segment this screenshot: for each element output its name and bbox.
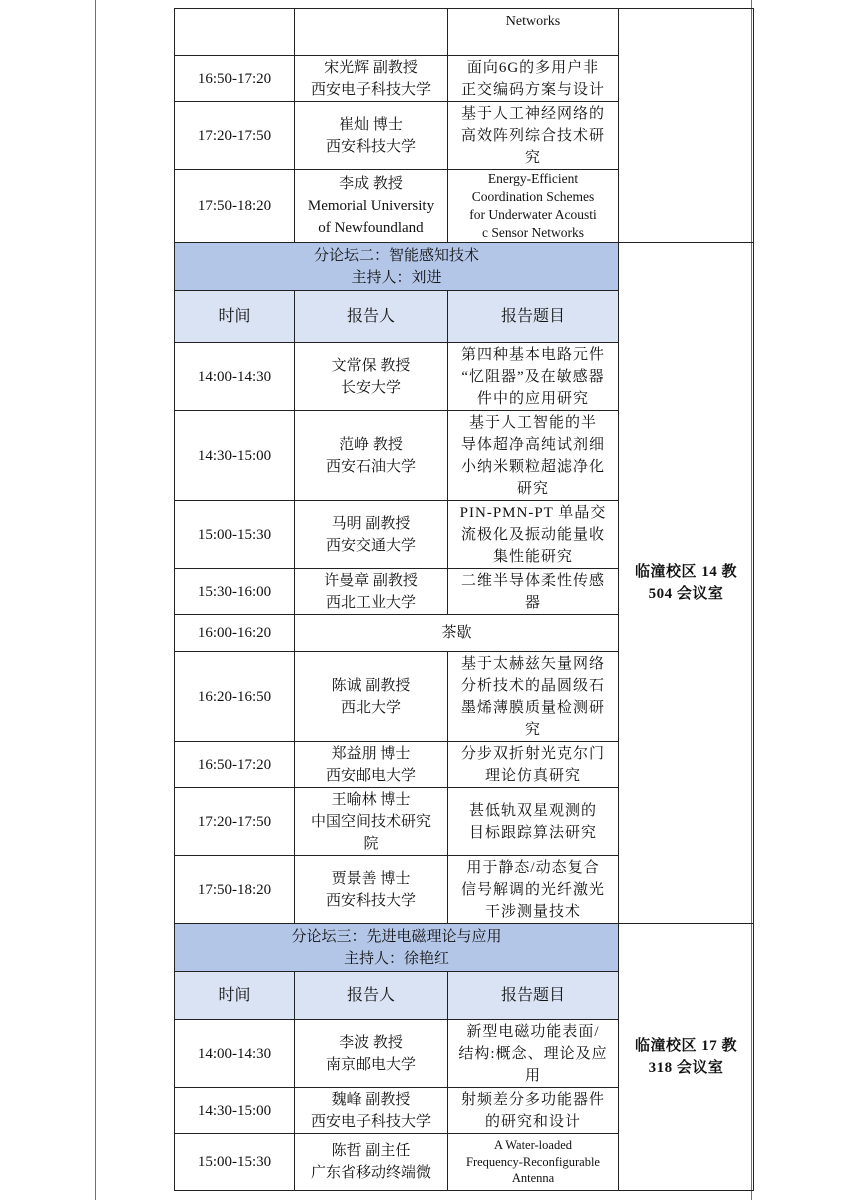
- speaker-cell-line: 王喻林 博士: [331, 791, 411, 808]
- speaker-cell-line: 长安大学: [340, 379, 401, 396]
- speaker-cell-line: 陈哲 副主任: [331, 1143, 411, 1159]
- title-cell-line: 小纳米颗粒超滤净化: [460, 458, 605, 475]
- title-cell: [448, 1088, 619, 1134]
- speaker-cell-line: Memorial University: [307, 198, 435, 214]
- speaker-cell-line: 范峥 教授: [339, 436, 403, 453]
- time-cell: 17:20-17:50: [175, 102, 295, 170]
- speaker-cell-line: 西安电子科技大学: [310, 81, 431, 98]
- venue-cell: [619, 924, 754, 1191]
- speaker-cell-line: 李成 教授: [339, 176, 403, 192]
- speaker-cell-line: of Newfoundland: [318, 220, 424, 236]
- title-cell: [448, 9, 619, 56]
- speaker-cell-line: 魏峰 副教授: [331, 1091, 411, 1108]
- speaker-cell: [295, 170, 448, 243]
- speaker-cell-line: 西北工业大学: [325, 594, 416, 611]
- table-row: [175, 9, 754, 56]
- header-speaker: 报告人: [295, 291, 448, 343]
- time-cell: 17:50-18:20: [175, 170, 295, 243]
- time-cell: 14:30-15:00: [175, 411, 295, 501]
- speaker-cell-line: 西安交通大学: [325, 537, 416, 554]
- header-title: 报告题目: [448, 291, 619, 343]
- title-cell-line: 基于人工神经网络的: [460, 105, 605, 122]
- title-cell-line: 研究: [516, 480, 549, 497]
- speaker-cell-line: 西安科技大学: [325, 892, 416, 909]
- forum-title-block: [175, 243, 619, 291]
- title-cell-line: 的研究和设计: [484, 1113, 581, 1130]
- speaker-cell-line: 西北大学: [340, 699, 401, 716]
- title-cell-line: 第四种基本电路元件: [460, 346, 605, 363]
- speaker-cell: [295, 1088, 448, 1134]
- speaker-cell-line: 许曼章 副教授: [324, 572, 418, 589]
- title-cell-line: 目标跟踪算法研究: [468, 824, 597, 841]
- header-time: 时间: [175, 291, 295, 343]
- time-cell: 17:50-18:20: [175, 856, 295, 924]
- title-cell-line: 用于静态/动态复合: [466, 859, 600, 876]
- title-cell-line: 流极化及振动能量收: [460, 526, 605, 543]
- title-cell: [448, 343, 619, 411]
- title-cell-line: Networks: [505, 14, 561, 29]
- speaker-cell: [295, 56, 448, 102]
- speaker-cell-line: 宋光辉 副教授: [324, 59, 418, 76]
- title-cell-line: 集性能研究: [492, 548, 573, 565]
- speaker-cell: [295, 102, 448, 170]
- title-cell-line: 新型电磁功能表面/: [466, 1023, 600, 1040]
- speaker-cell: [295, 343, 448, 411]
- speaker-cell: [295, 569, 448, 615]
- title-cell-line: 二维半导体柔性传感: [460, 572, 605, 589]
- time-cell: 17:20-17:50: [175, 788, 295, 856]
- speaker-cell-line: 陈诚 副教授: [331, 677, 411, 694]
- speaker-cell-line: 西安科技大学: [325, 138, 416, 155]
- speaker-cell-line: 西安电子科技大学: [310, 1113, 431, 1130]
- title-cell-line: 导体超净高纯试剂细: [460, 436, 605, 453]
- table-row: [175, 924, 754, 972]
- title-cell-line: 信号解调的光纤激光: [460, 881, 605, 898]
- venue-line: 318 会议室: [648, 1060, 724, 1076]
- time-cell: 14:30-15:00: [175, 1088, 295, 1134]
- title-cell-line: 甚低轨双星观测的: [468, 802, 597, 819]
- title-cell-line: Frequency-Reconfigurable: [466, 1154, 600, 1169]
- speaker-cell-line: 中国空间技术研究: [310, 813, 431, 830]
- title-cell-line: Antenna: [511, 1171, 555, 1186]
- title-cell-line: 面向6G的多用户非: [466, 59, 600, 76]
- forum-host: 主持人：刘进: [351, 269, 442, 286]
- title-cell-line: 件中的应用研究: [476, 390, 589, 407]
- title-cell: [448, 102, 619, 170]
- speaker-cell: [295, 501, 448, 569]
- forum-title: 分论坛三：先进电磁理论与应用: [291, 928, 502, 945]
- table-row: [175, 243, 754, 291]
- time-cell: 14:00-14:30: [175, 343, 295, 411]
- title-cell: [448, 569, 619, 615]
- title-cell: [448, 56, 619, 102]
- speaker-cell: [295, 411, 448, 501]
- title-cell-line: 墨烯薄膜质量检测研: [460, 699, 605, 716]
- speaker-cell-line: 郑益朋 博士: [331, 745, 411, 762]
- venue-line: 504 会议室: [648, 586, 724, 602]
- time-cell: 16:50-17:20: [175, 56, 295, 102]
- title-cell-line: Coordination Schemes: [471, 189, 595, 204]
- title-cell-line: 分析技术的晶圆级石: [460, 677, 605, 694]
- forum-title: 分论坛二：智能感知技术: [313, 247, 479, 264]
- title-cell: [448, 652, 619, 742]
- title-cell-line: 究: [524, 721, 541, 738]
- title-cell-line: A Water-loaded: [494, 1138, 572, 1153]
- time-cell: 16:50-17:20: [175, 742, 295, 788]
- title-cell-line: PIN-PMN-PT 单晶交: [459, 504, 607, 521]
- title-cell: [448, 411, 619, 501]
- speaker-cell-line: 南京邮电大学: [325, 1056, 416, 1073]
- speaker-cell: [295, 856, 448, 924]
- venue-cell: [619, 243, 754, 924]
- title-cell: [448, 856, 619, 924]
- title-cell-line: 基于人工智能的半: [468, 414, 597, 431]
- speaker-cell: [295, 652, 448, 742]
- title-cell-line: 理论仿真研究: [484, 767, 581, 784]
- speaker-cell: [295, 788, 448, 856]
- title-cell-line: 器: [524, 594, 541, 611]
- header-speaker: 报告人: [295, 972, 448, 1020]
- title-cell: [448, 1134, 619, 1191]
- venue-line: 临潼校区 17 教: [634, 1038, 737, 1054]
- speaker-cell: [295, 742, 448, 788]
- time-cell: [175, 9, 295, 56]
- header-title: 报告题目: [448, 972, 619, 1020]
- title-cell: [448, 788, 619, 856]
- time-cell: 15:00-15:30: [175, 501, 295, 569]
- speaker-cell-line: 文常保 教授: [331, 357, 411, 374]
- break-cell: 茶歇: [295, 615, 619, 652]
- speaker-cell-line: 院: [363, 835, 379, 852]
- speaker-cell: [295, 1020, 448, 1088]
- header-time: 时间: [175, 972, 295, 1020]
- schedule-table: [174, 8, 754, 1191]
- speaker-cell-line: 崔灿 博士: [339, 116, 403, 133]
- speaker-cell-line: 马明 副教授: [331, 515, 411, 532]
- title-cell-line: 基于太赫兹矢量网络: [460, 655, 605, 672]
- speaker-cell: [295, 9, 448, 56]
- title-cell: [448, 501, 619, 569]
- speaker-cell-line: 贾景善 博士: [331, 870, 411, 887]
- title-cell-line: 结构:概念、理论及应: [458, 1045, 608, 1062]
- title-cell-line: 用: [524, 1067, 541, 1084]
- title-cell-line: 干涉测量技术: [484, 903, 581, 920]
- title-cell: [448, 1020, 619, 1088]
- title-cell-line: 正交编码方案与设计: [460, 81, 605, 98]
- venue-line: 临潼校区 14 教: [634, 564, 737, 580]
- time-cell: 16:00-16:20: [175, 615, 295, 652]
- speaker-cell-line: 广东省移动终端微: [310, 1165, 431, 1181]
- time-cell: 14:00-14:30: [175, 1020, 295, 1088]
- time-cell: 16:20-16:50: [175, 652, 295, 742]
- speaker-cell: [295, 1134, 448, 1191]
- title-cell-line: 射频差分多功能器件: [460, 1091, 605, 1108]
- title-cell-line: 究: [524, 149, 541, 166]
- title-cell-line: c Sensor Networks: [482, 225, 584, 240]
- title-cell-line: 高效阵列综合技术研: [460, 127, 605, 144]
- forum-host: 主持人：徐艳红: [343, 950, 449, 967]
- time-cell: 15:30-16:00: [175, 569, 295, 615]
- speaker-cell-line: 西安邮电大学: [325, 767, 416, 784]
- speaker-cell-line: 西安石油大学: [325, 458, 416, 475]
- title-cell-line: Energy-Efficient: [487, 171, 579, 186]
- title-cell-line: 分步双折射光克尔门: [460, 745, 605, 762]
- title-cell: [448, 742, 619, 788]
- title-cell-line: for Underwater Acousti: [469, 207, 597, 222]
- forum-title-block: [175, 924, 619, 972]
- speaker-cell-line: 李波 教授: [339, 1034, 403, 1051]
- title-cell: [448, 170, 619, 243]
- time-cell: 15:00-15:30: [175, 1134, 295, 1191]
- title-cell-line: “忆阻器”及在敏感器: [461, 368, 605, 385]
- venue-cell-forum1: [619, 9, 754, 243]
